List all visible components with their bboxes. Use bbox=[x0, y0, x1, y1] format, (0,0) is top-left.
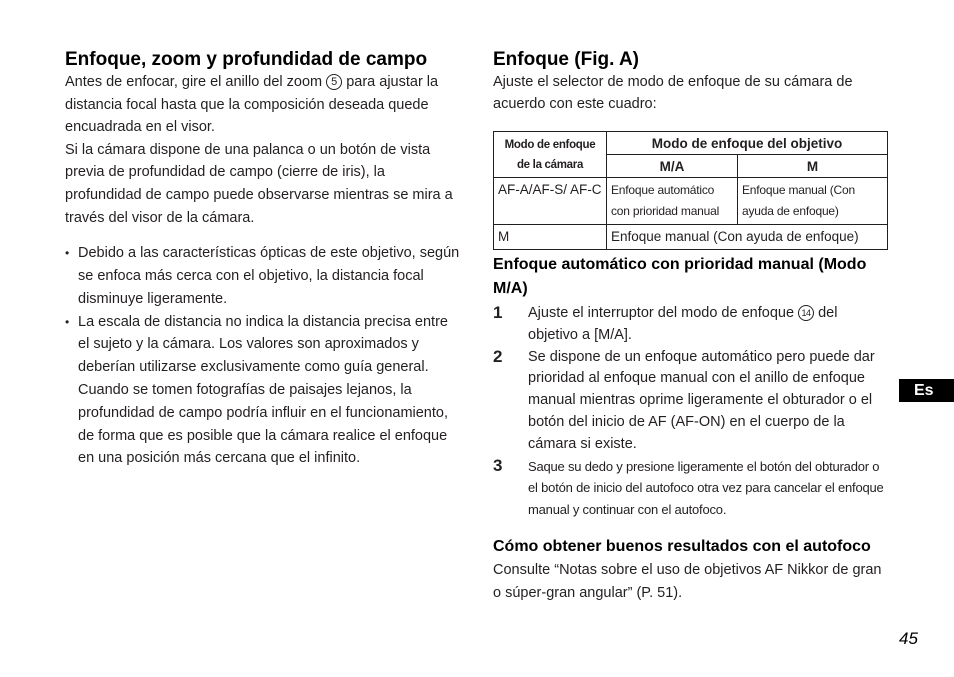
table-cell: AF-A/AF-S/ AF-C bbox=[494, 178, 607, 225]
step-text bbox=[528, 303, 888, 347]
zoom-ring-ref-icon: 5 bbox=[326, 74, 342, 90]
table-col-m: M bbox=[738, 155, 888, 178]
list-item bbox=[493, 456, 888, 521]
paragraph-zoom-text-a: Antes de enfocar, gire el anillo del zoom bbox=[65, 74, 323, 90]
focus-mode-table bbox=[493, 131, 888, 250]
step-text: Se dispone de un enfoque automático pero puede dar prioridad al enfoque manual con el anillo de enfoque manual mientras oprime ligeramente el obturador o el botón del inicio de AF (AF-ON) en el cuerpo de la cámara si existe. bbox=[528, 348, 875, 452]
section-title-autofocus-tips: Cómo obtener buenos resultados con el autofoco bbox=[493, 537, 871, 555]
step-number: 2 bbox=[493, 346, 503, 366]
section-title-focus: Enfoque (Fig. A) bbox=[493, 49, 639, 70]
table-cell: Enfoque automático con prioridad manual bbox=[607, 178, 738, 225]
step-number: 1 bbox=[493, 303, 503, 322]
section-title-zoom: Enfoque, zoom y profundidad de campo bbox=[65, 49, 428, 70]
step-number: 3 bbox=[493, 455, 503, 475]
left-column bbox=[65, 48, 460, 470]
list-item: • La escala de distancia no indica la distancia precisa entre el sujeto y la cámara. Los valores son aproximados y deberían utilizarse exclusivamente como guía general. Cuando se tomen fotografías de paisajes lejanos, la profundidad de campo podría influir en el funcionamiento, de forma que es posible que la cámara realice el enfoque en una posición más cercana que el infinito. bbox=[65, 311, 460, 471]
table-col-ma: M/A bbox=[607, 155, 738, 178]
table-group-header: Modo de enfoque del objetivo bbox=[607, 132, 888, 155]
focus-intro: Ajuste el selector de modo de enfoque de su cámara de acuerdo con este cuadro: bbox=[493, 74, 853, 112]
autofocus-tips-text: Consulte “Notas sobre el uso de objetivos AF Nikkor de gran o súper-gran angular” (P. 51). bbox=[493, 561, 882, 601]
step-text-b: del objetivo a [M/A]. bbox=[528, 305, 838, 343]
paragraph-zoom-text-b: para ajustar la distancia focal hasta que la composición deseada quede encuadrada en el visor. bbox=[65, 74, 439, 136]
paragraph-depth-of-field: Si la cámara dispone de una palanca o un botón de vista previa de profundidad de campo (cierre de iris), la profundidad de campo puede observarse mientras se mira a través del visor de la cámara. bbox=[65, 141, 453, 226]
step-text-a: Ajuste el interruptor del modo de enfoque bbox=[528, 305, 795, 321]
list-item: • Debido a las características ópticas de este objetivo, según se enfoca más cerca con el objetivo, la distancia focal disminuye ligeramente. bbox=[65, 242, 460, 310]
language-tab: Es bbox=[899, 379, 954, 402]
list-item bbox=[493, 347, 888, 456]
table-cell: Enfoque manual (Con ayuda de enfoque) bbox=[738, 178, 888, 225]
table-corner-header: Modo de enfoque de la cámara bbox=[494, 132, 607, 178]
section-title-ma-mode: Enfoque automático con prioridad manual (Modo M/A) bbox=[493, 256, 867, 297]
table-row bbox=[494, 178, 888, 225]
step-text: Saque su dedo y presione ligeramente el botón del obturador o el botón de inicio del autofoco otra vez para cancelar el enfoque manual y continuar con el autofoco. bbox=[528, 458, 884, 518]
notes-list bbox=[65, 242, 460, 470]
list-item bbox=[493, 303, 888, 347]
paragraph-zoom bbox=[65, 71, 460, 139]
focus-switch-ref-icon: 14 bbox=[798, 305, 814, 321]
table-cell: Enfoque manual (Con ayuda de enfoque) bbox=[607, 225, 888, 250]
table-cell: M bbox=[494, 225, 607, 250]
table-row bbox=[494, 225, 888, 250]
steps-list bbox=[493, 303, 888, 521]
right-column bbox=[493, 48, 888, 604]
page-number: 45 bbox=[899, 629, 918, 648]
